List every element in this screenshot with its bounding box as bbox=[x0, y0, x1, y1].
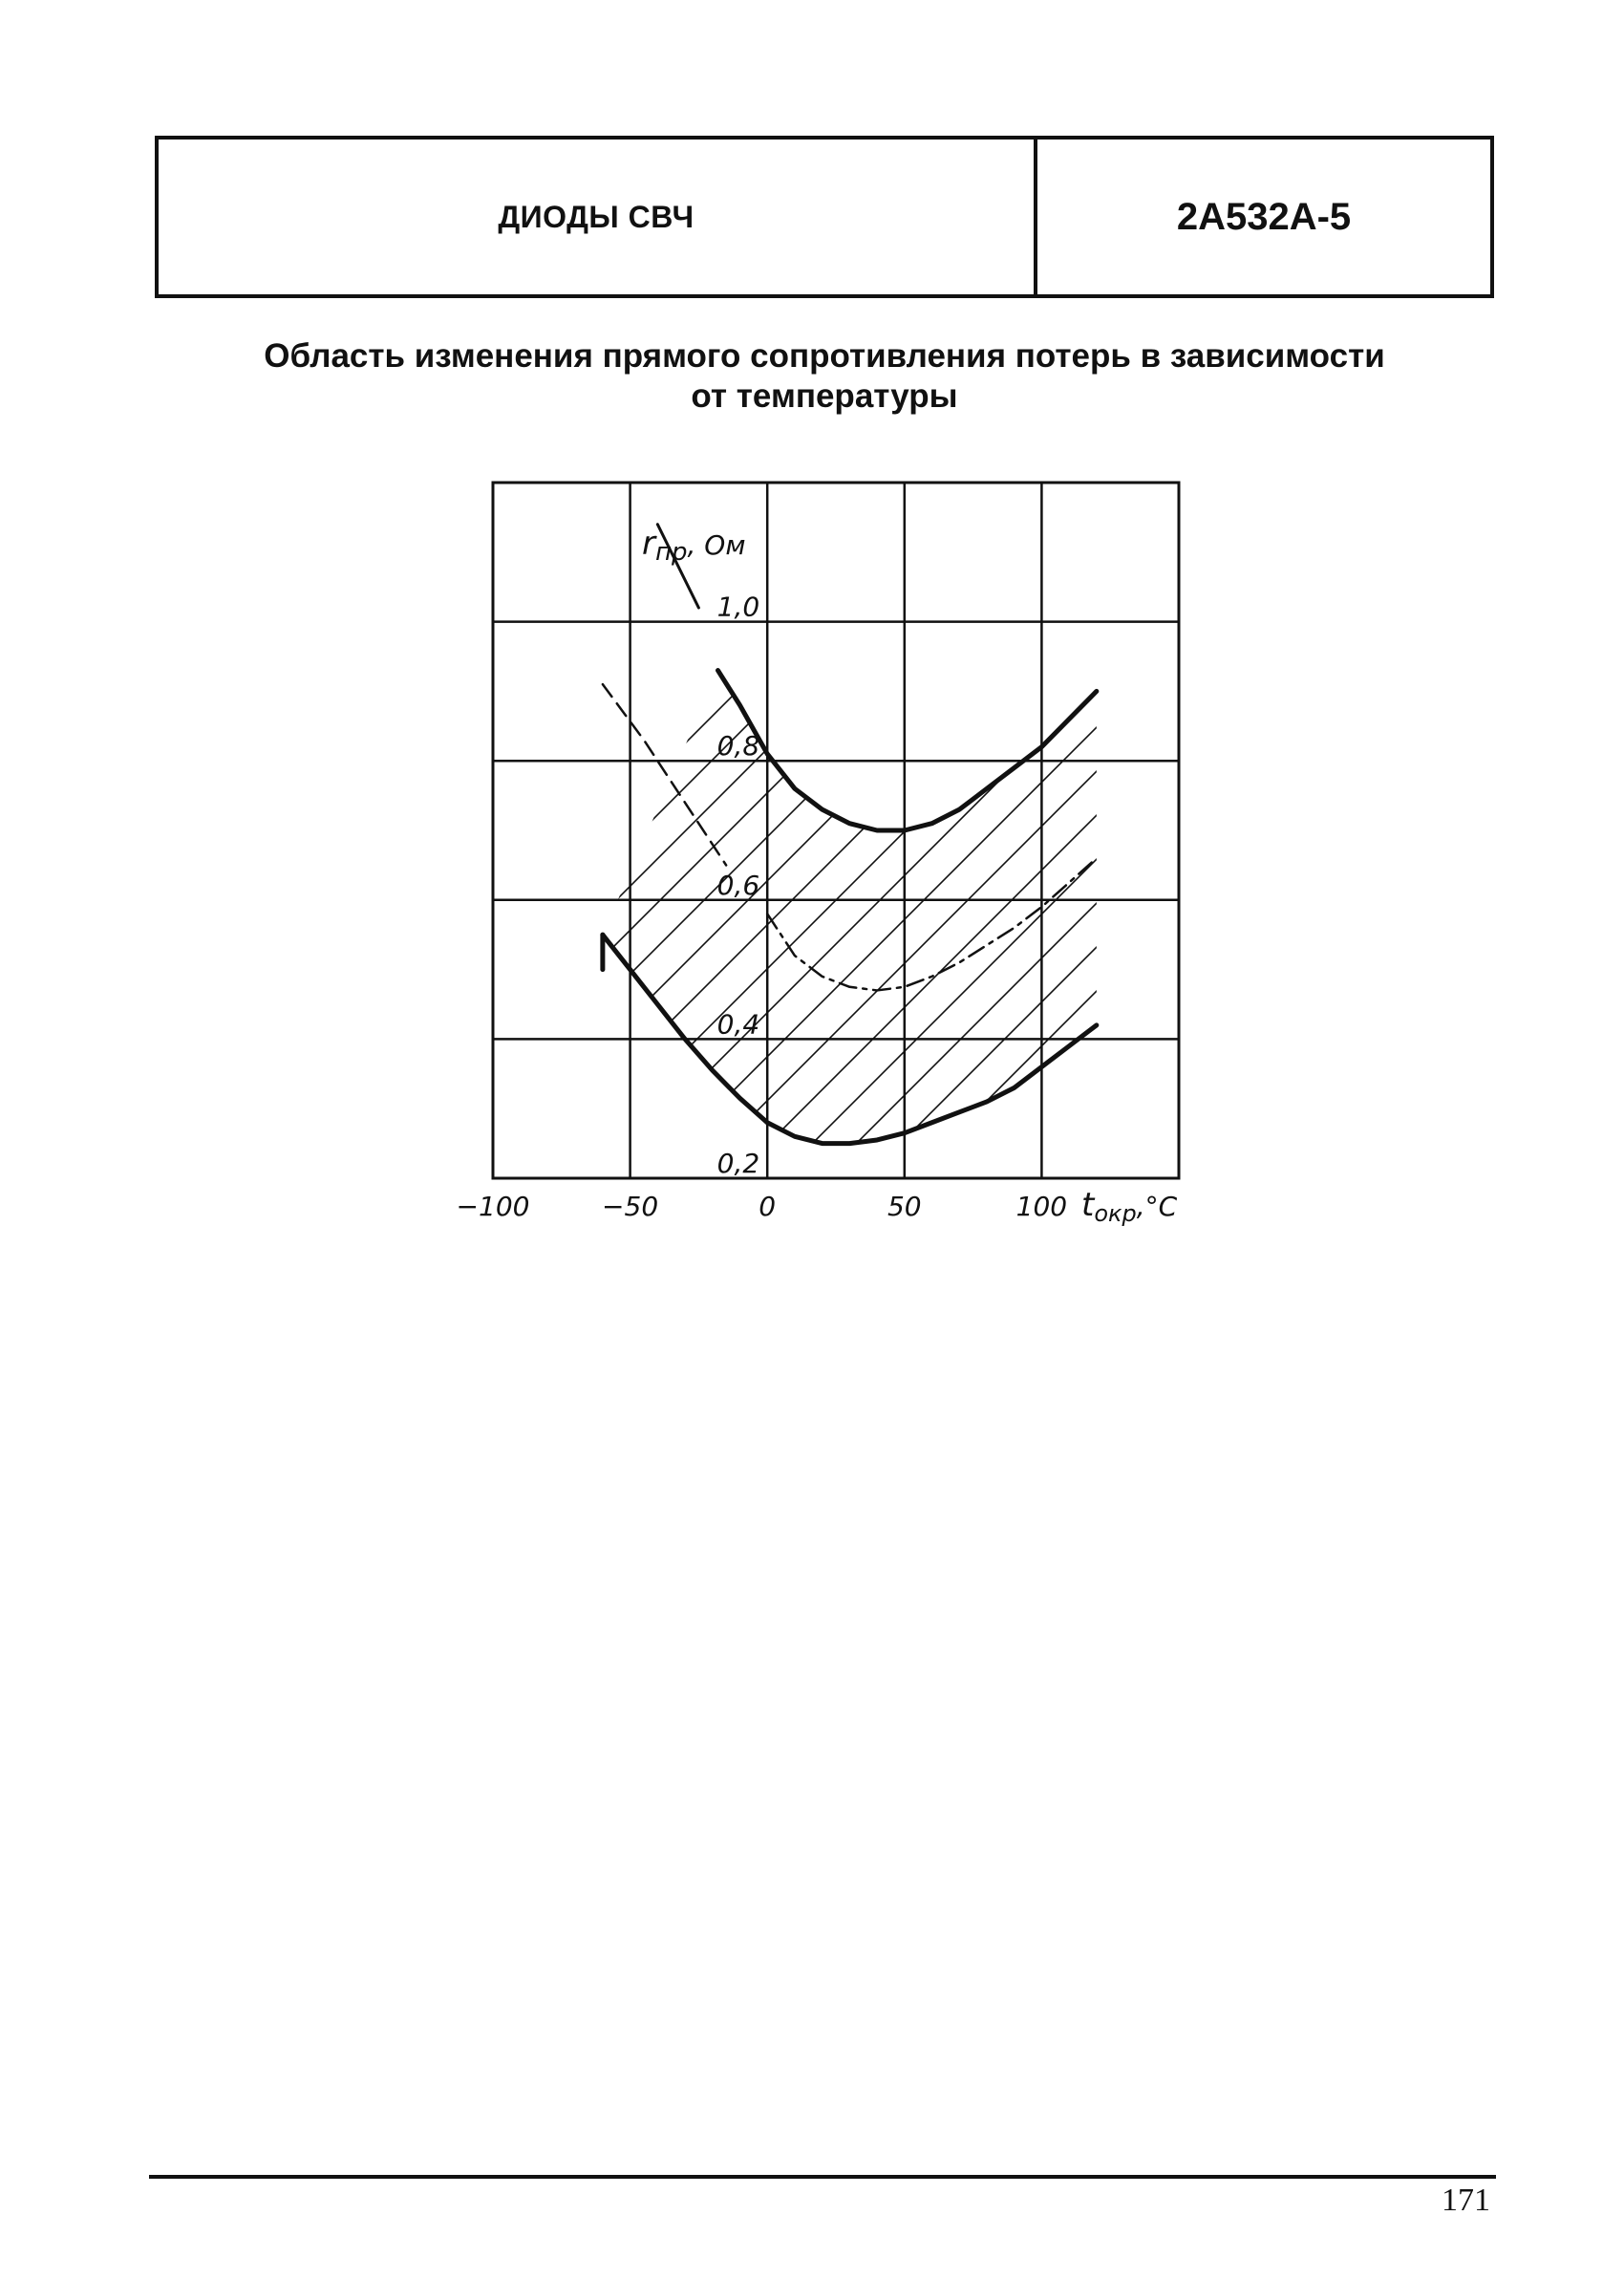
hatch-line bbox=[682, 414, 1542, 1274]
x-axis-label-sub: окр bbox=[1094, 1200, 1137, 1227]
footer-rule bbox=[149, 2175, 1496, 2179]
y-tick-label: 0,6 bbox=[716, 869, 760, 901]
series-line bbox=[603, 684, 726, 865]
y-axis-label bbox=[642, 525, 745, 567]
chart-grid bbox=[493, 483, 1179, 1178]
hatch-line bbox=[462, 414, 1322, 1274]
header-part-number: 2А532А-5 bbox=[1176, 195, 1352, 238]
x-axis-label-unit: ,°C bbox=[1136, 1191, 1178, 1222]
hatch-line bbox=[506, 414, 1366, 1274]
y-axis-label-symbol: r bbox=[642, 525, 655, 563]
hatch-line bbox=[946, 414, 1624, 1274]
y-tick-label: 1,0 bbox=[716, 591, 760, 623]
x-axis-label bbox=[1081, 1186, 1178, 1227]
hatch-line bbox=[1253, 414, 1624, 1274]
y-tick-label: 0,2 bbox=[716, 1148, 760, 1179]
hatch-line bbox=[902, 414, 1624, 1274]
hatch-line bbox=[1078, 414, 1624, 1274]
hatch-line bbox=[155, 414, 1015, 1274]
y-axis-label-unit: , Ом bbox=[687, 529, 746, 561]
header-category: ДИОДЫ СВЧ bbox=[159, 140, 1037, 294]
page-number: 171 bbox=[1442, 2183, 1490, 2218]
chart-title-line-1: Область изменения прямого сопротивления потерь в зависимости bbox=[264, 337, 1385, 375]
plot-frame bbox=[493, 483, 1179, 1178]
hatch-line bbox=[1341, 414, 1624, 1274]
hatch-line bbox=[331, 414, 1190, 1274]
chart-series bbox=[603, 525, 1097, 1144]
hatch-line bbox=[1165, 414, 1624, 1274]
hatch-line bbox=[1561, 414, 1624, 1274]
hatch-line bbox=[1122, 414, 1624, 1274]
hatch-line bbox=[1605, 414, 1624, 1274]
hatched-region bbox=[111, 414, 1624, 1274]
y-axis-label-sub: пр bbox=[654, 538, 688, 567]
x-tick-label: 50 bbox=[887, 1191, 922, 1222]
hatch-line bbox=[199, 414, 1058, 1274]
chart-tick-labels bbox=[457, 592, 1068, 1222]
hatch-line bbox=[1034, 414, 1624, 1274]
hatch-line bbox=[374, 414, 1234, 1274]
hatch-line bbox=[1297, 414, 1624, 1274]
series-line bbox=[718, 671, 1097, 830]
hatch-line bbox=[1209, 414, 1624, 1274]
hatch-line bbox=[858, 414, 1624, 1274]
hatch-line bbox=[990, 414, 1624, 1274]
x-tick-label: −100 bbox=[456, 1191, 530, 1222]
hatch-line bbox=[1429, 414, 1624, 1274]
x-tick-label: 100 bbox=[1015, 1191, 1068, 1222]
series-line bbox=[767, 858, 1097, 990]
x-tick-label: −50 bbox=[602, 1191, 659, 1222]
chart-title-line-2: от температуры bbox=[691, 377, 958, 415]
y-tick-label: 0,4 bbox=[716, 1008, 760, 1041]
y-tick-label: 0,8 bbox=[716, 730, 760, 763]
x-tick-label: 0 bbox=[759, 1191, 777, 1222]
hatch-line bbox=[1473, 414, 1624, 1274]
x-axis-label-symbol: t bbox=[1081, 1186, 1095, 1224]
hatch-line bbox=[1385, 414, 1624, 1274]
hatch-line bbox=[770, 414, 1624, 1274]
hatch-line bbox=[1517, 414, 1624, 1274]
